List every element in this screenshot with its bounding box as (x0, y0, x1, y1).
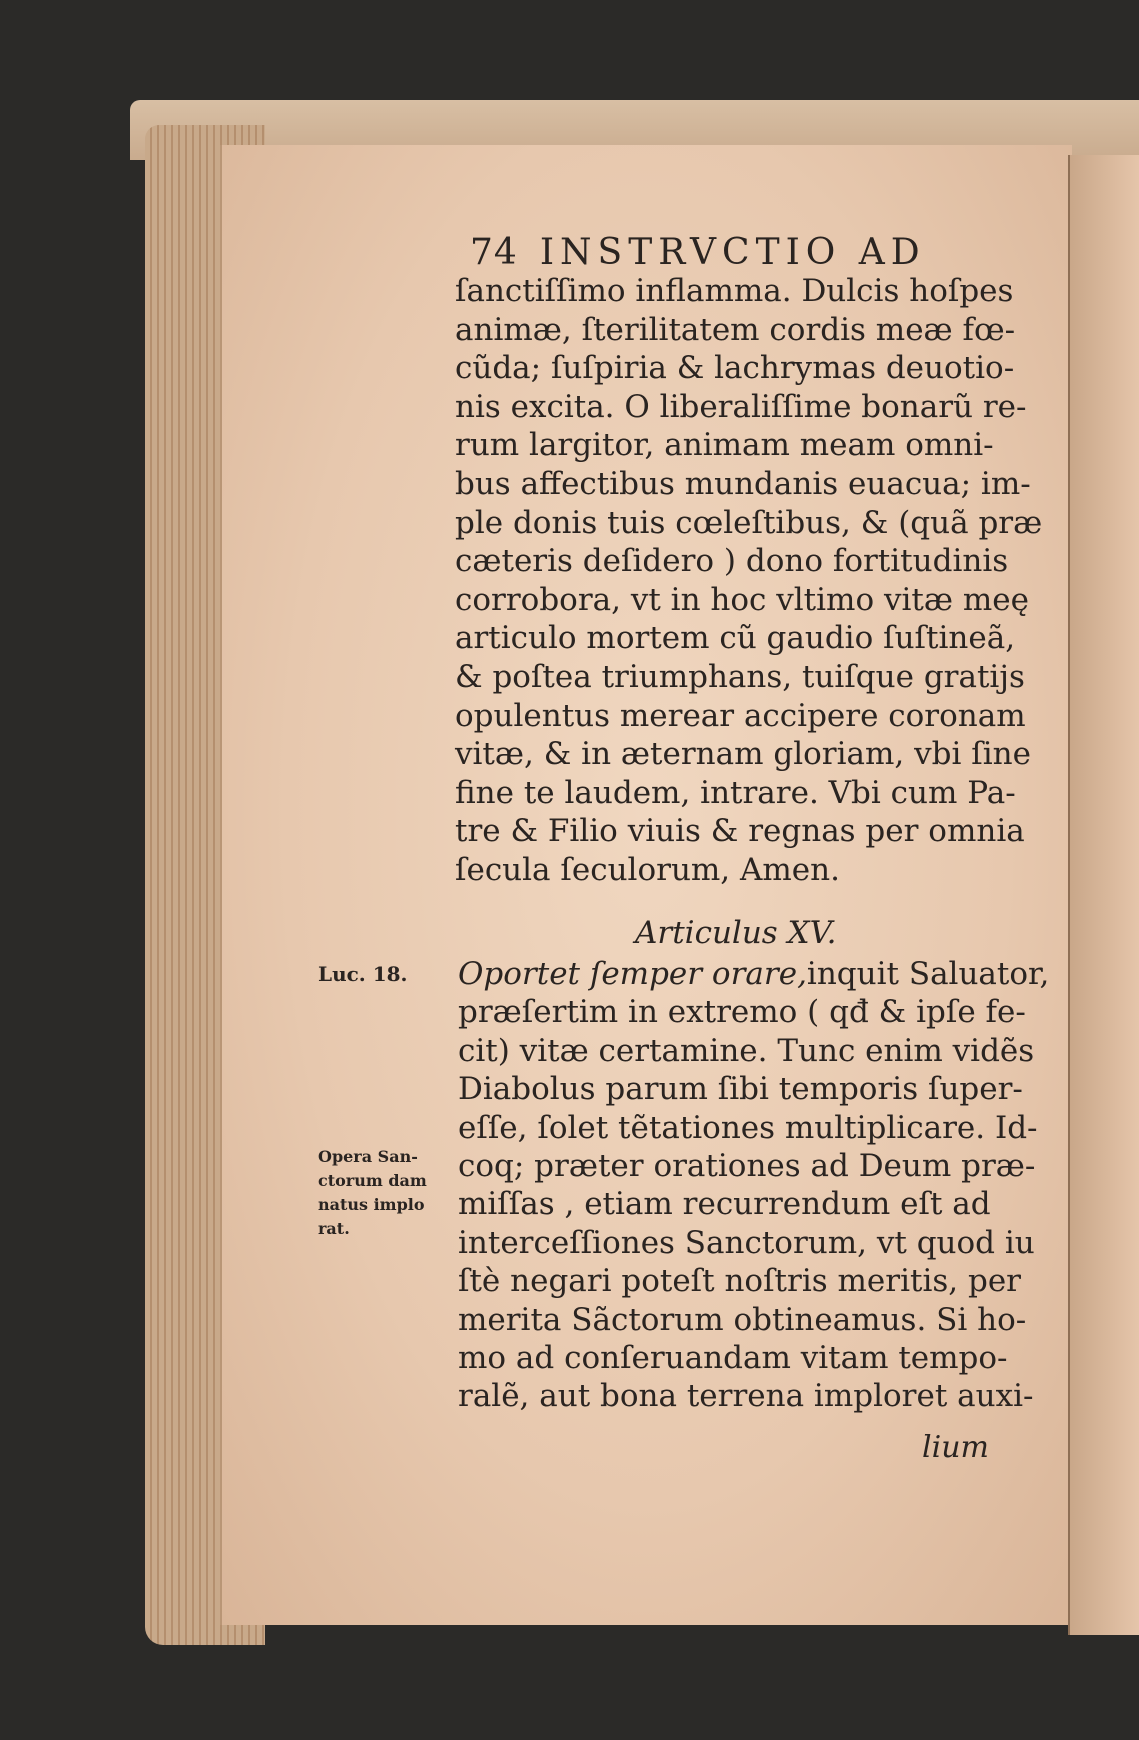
catchword: lium (922, 1430, 989, 1465)
text-line: bus affectibus mundanis euacua; im- (455, 465, 1031, 502)
text-line: ple donis tuis cœleſtibus, & (quã præ (455, 504, 1043, 541)
right-page-edge (1068, 155, 1139, 1635)
text-line: ralẽ, aut bona terrena imploret auxi- (458, 1378, 1034, 1415)
text-line: merita Sãctorum obtineamus. Si ho- (458, 1301, 1027, 1338)
text-line: miſſas , etiam recurrendum eſt ad (458, 1186, 991, 1223)
text-line: animæ, ſterilitatem cordis meæ fœ- (455, 311, 1016, 348)
page-number: 74 (470, 232, 518, 273)
text-line: cæteris deſidero ) dono fortitudinis (455, 543, 1009, 580)
text-line: tre & Filio viuis & regnas per omnia (455, 813, 1025, 850)
text-line: eſſe, ſolet tẽtationes multiplicare. Id- (458, 1109, 1038, 1146)
text-line (458, 955, 1050, 993)
margin-note-citation: Luc. 18. (318, 962, 408, 986)
text-line: præſertim in extremo ( qđ & ipſe fe- (458, 994, 1026, 1031)
text-line: & poſtea triumphans, tuiſque gratijs (455, 658, 1025, 695)
text-line: mo ad conſeruandam vitam tempo- (458, 1339, 1008, 1376)
text-line: cũda; ſuſpiria & lachrymas deuotio- (455, 350, 1015, 387)
text-block-top (455, 272, 1043, 890)
text-line: opulentus merear accipere coronam (455, 697, 1026, 734)
italic-phrase: Oportet ſemper orare, (458, 956, 807, 992)
article-heading: Articulus XV. (635, 915, 837, 951)
text-line: ſecula ſeculorum, Amen. (455, 851, 840, 888)
text-line: cit) vitæ certamine. Tunc enim vidẽs (458, 1032, 1035, 1069)
margin-note-line: natus implo (318, 1195, 425, 1214)
margin-note-gloss (318, 1145, 458, 1241)
text-block-bottom (458, 955, 1050, 1416)
text-line: ſtè negari poteſt noſtris meritis, per (458, 1263, 1021, 1300)
text-line: ſanctiſſimo inflamma. Dulcis hoſpes (455, 273, 1014, 309)
margin-note-line: Opera San- (318, 1147, 418, 1166)
text-line: Diabolus parum ſibi temporis ſuper- (458, 1071, 1023, 1108)
margin-note-line: ctorum dam (318, 1171, 427, 1190)
text-line: nis excita. O liberaliſſime bonarũ re- (455, 388, 1027, 425)
text-line: fine te laudem, intrare. Vbi cum Pa- (455, 774, 1016, 811)
text-line: rum largitor, animam meam omni- (455, 427, 994, 464)
text-line: corrobora, vt in hoc vltimo vitæ meę (455, 581, 1029, 618)
running-header (470, 232, 1030, 273)
text-line: articulo mortem cũ gaudio ſuſtineã, (455, 620, 1016, 657)
running-head-title: INSTRVCTIO AD (539, 232, 926, 273)
text-line: coq; præter orationes ad Deum præ- (458, 1147, 1036, 1184)
text-line: vitæ, & in æternam gloriam, vbi ſine (455, 736, 1031, 773)
text-line: interceſſiones Sanctorum, vt quod iu (458, 1224, 1035, 1261)
text-fragment: inquit Saluator, (806, 956, 1050, 992)
margin-note-line: rat. (318, 1219, 350, 1238)
